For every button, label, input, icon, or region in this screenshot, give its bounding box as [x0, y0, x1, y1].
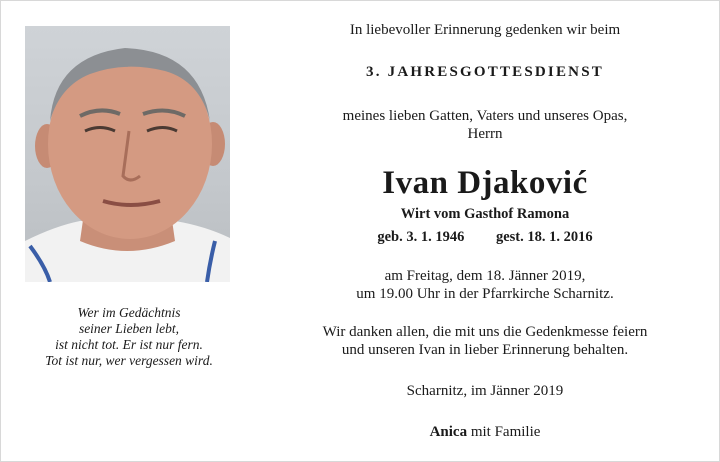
description-line: Herrn	[467, 126, 503, 142]
service-time-place: um 19.00 Uhr in der Pfarrkirche Scharnitz.	[356, 286, 614, 302]
intro-text: In liebevoller Erinnerung gedenken wir beim	[349, 22, 621, 38]
service-date: am Freitag, dem 18. Jänner 2019,	[384, 268, 586, 284]
quote-line: Wer im Gedächtnis	[77, 305, 181, 320]
signer-name: Anica	[429, 424, 468, 440]
thanks-line: Wir danken allen, die mit uns die Gedenkmesse feiern	[322, 324, 648, 340]
death-date: gest. 18. 1. 2016	[495, 229, 593, 245]
thanks-line: und unseren Ivan in lieber Erinnerung behalten.	[341, 342, 629, 358]
portrait-image	[25, 26, 230, 282]
signature	[265, 424, 705, 441]
memorial-quote	[25, 305, 233, 369]
life-dates	[265, 229, 705, 246]
deceased-name: Ivan Djaković	[382, 165, 588, 201]
service-title: 3. JAHRESGOTTESDIENST	[366, 64, 604, 80]
place-date: Scharnitz, im Jänner 2019	[406, 383, 564, 399]
deceased-role: Wirt vom Gasthof Ramona	[400, 206, 570, 222]
quote-line: seiner Lieben lebt,	[78, 321, 180, 336]
quote-line: Tot ist nur, wer vergessen wird.	[45, 353, 213, 368]
portrait-photo	[25, 26, 230, 282]
description-line: meines lieben Gatten, Vaters und unseres Opas,	[342, 108, 628, 124]
quote-line: ist nicht tot. Er ist nur fern.	[55, 337, 203, 352]
signer-suffix: mit Familie	[470, 424, 541, 440]
birth-date: geb. 3. 1. 1946	[377, 229, 465, 245]
